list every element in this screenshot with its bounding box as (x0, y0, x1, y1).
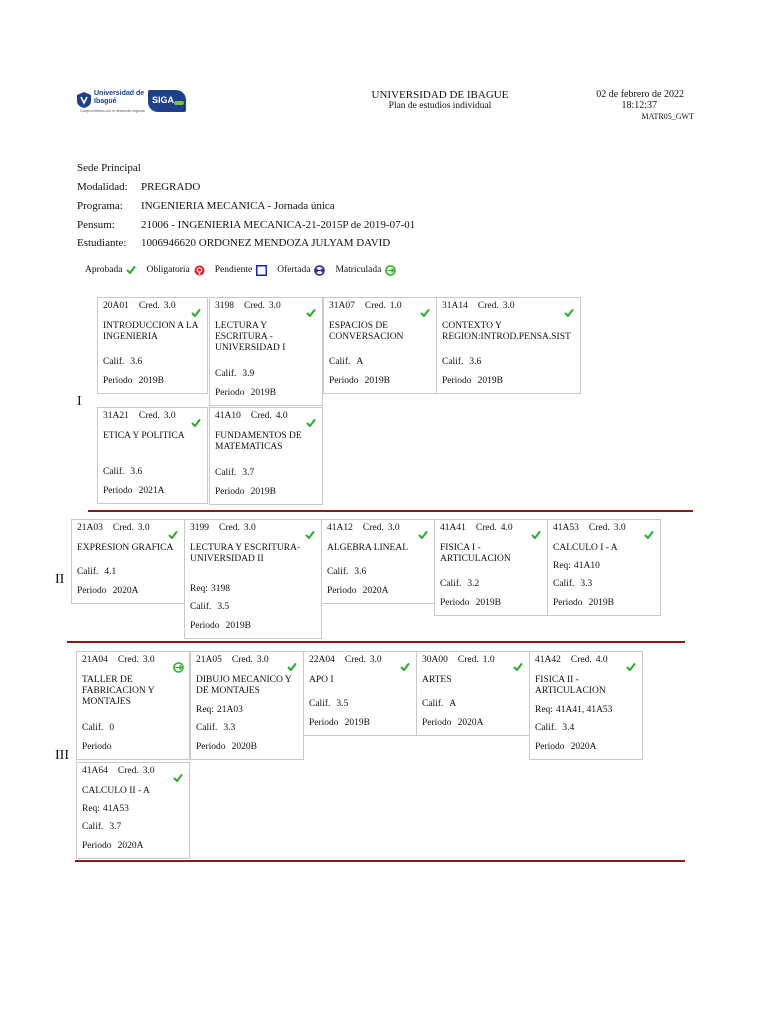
check-icon (513, 662, 523, 672)
course-credits: 3.0 (137, 523, 150, 533)
course-period-label: Periodo (422, 717, 452, 728)
course-period-label: Periodo (77, 585, 107, 596)
course-name: CONTEXTO Y REGION:INTROD.PENSA.SIST (442, 321, 571, 342)
course-grade-label: Calif. (535, 723, 557, 733)
check-icon (418, 530, 428, 540)
course-requirement-value: 41A10 (573, 560, 600, 571)
course-card (416, 651, 530, 736)
course-credits: 4.0 (595, 655, 608, 665)
course-header (103, 411, 176, 422)
course-requirement-value: 21A03 (216, 704, 243, 715)
course-card (434, 519, 548, 616)
course-requirement-label: Req: (196, 704, 214, 715)
course-credits: 1.0 (482, 655, 495, 665)
course-grade-label: Calif. (309, 699, 331, 709)
course-grade (215, 369, 254, 380)
siga-accent-icon (174, 101, 184, 105)
semester-label: III (55, 748, 69, 763)
course-card (323, 297, 437, 394)
course-grade (309, 699, 348, 710)
course-grade (327, 567, 366, 578)
course-name: CALCULO II - A (82, 786, 150, 796)
semester-label: II (55, 572, 65, 587)
square-outline-icon (256, 265, 277, 276)
course-credits: 4.0 (500, 523, 513, 533)
course-credits: 3.0 (163, 411, 176, 421)
course-period-label: Periodo (190, 620, 220, 631)
course-code: 31A21 (103, 411, 129, 421)
course-period (440, 598, 501, 609)
course-requirement-value: 3198 (210, 583, 230, 594)
course-period-value: 2019B (250, 387, 276, 398)
course-header (553, 523, 626, 534)
course-grade-label: Calif. (553, 579, 575, 589)
sede: Sede Principal (77, 162, 141, 174)
course-card (97, 407, 208, 504)
course-grade-label: Calif. (196, 723, 218, 733)
course-credits: 3.0 (613, 523, 626, 533)
course-header (329, 301, 402, 312)
course-name: FUNDAMENTOS DE MATEMATICAS (215, 431, 302, 452)
course-period-label: Periodo (442, 375, 472, 386)
course-period-value: 2020A (457, 717, 484, 728)
ofertada-icon (314, 265, 335, 276)
course-period-value: 2019B (344, 717, 370, 728)
course-header (215, 301, 281, 312)
course-period (82, 841, 143, 852)
course-requirement-label: Req: (553, 560, 571, 571)
info-row (77, 200, 335, 213)
course-period-value: 2019B (364, 375, 390, 386)
course-card (76, 762, 190, 859)
course-grade-value: 3.3 (223, 723, 236, 733)
course-period-value: 2019B (225, 620, 251, 631)
legend-label: Ofertada (277, 265, 311, 275)
course-header (422, 655, 495, 666)
course-period-value: 2019B (475, 597, 501, 608)
check-icon (531, 530, 541, 540)
legend-label: Matriculada (335, 265, 382, 275)
course-grade-value: 3.6 (469, 357, 482, 367)
course-code: 41A10 (215, 411, 241, 421)
course-grade-value: 0 (109, 723, 115, 733)
course-code: 21A05 (196, 655, 222, 665)
course-code: 21A03 (77, 523, 103, 533)
course-period (215, 487, 276, 498)
info-row (77, 237, 390, 250)
course-credits-label: Cred. (138, 301, 160, 311)
course-credits-label: Cred. (364, 301, 386, 311)
check-icon (191, 418, 201, 428)
course-header (535, 655, 608, 666)
course-period-value: 2020A (112, 585, 139, 596)
course-grade-label: Calif. (440, 579, 462, 589)
course-requirement (82, 804, 129, 815)
course-header (82, 766, 155, 777)
course-name: APO I (309, 675, 334, 685)
check-icon (126, 265, 146, 275)
course-code: 41A41 (440, 523, 466, 533)
course-code: 3198 (215, 301, 234, 311)
course-period-label: Periodo (440, 597, 470, 608)
course-requirement-value: 41A41, 41A53 (555, 704, 613, 715)
course-requirement-label: Req: (190, 583, 208, 594)
course-period-label: Periodo (103, 375, 133, 386)
course-period-value: 2020A (570, 741, 597, 752)
course-header (442, 301, 515, 312)
check-icon (306, 418, 316, 428)
info-value: 21006 - INGENIERIA MECANICA-21-2015P de 2019-07-01 (141, 219, 416, 231)
course-card (321, 519, 435, 604)
check-icon (306, 308, 316, 318)
course-credits: 3.0 (369, 655, 382, 665)
course-name: ALGEBRA LINEAL (327, 543, 409, 553)
course-period-label: Periodo (553, 597, 583, 608)
course-credits-label: Cred. (117, 766, 139, 776)
course-period-label: Periodo (309, 717, 339, 728)
course-code: 20A01 (103, 301, 129, 311)
course-header (103, 301, 176, 312)
course-name: FISICA I - ARTICULACION (440, 543, 511, 564)
course-period (309, 718, 370, 729)
course-grade-value: A (356, 357, 364, 367)
course-credits-label: Cred. (588, 523, 610, 533)
info-label: Modalidad: (77, 181, 128, 193)
info-value: INGENIERIA MECANICA - Jornada única (141, 200, 335, 212)
university-logo-tagline: Comprometidos con el desarrollo regional (80, 109, 145, 113)
course-card (209, 297, 323, 406)
course-credits: 3.0 (268, 301, 281, 311)
course-grade (82, 822, 121, 833)
course-credits-label: Cred. (477, 301, 499, 311)
course-code: 41A53 (553, 523, 579, 533)
course-credits: 3.0 (243, 523, 256, 533)
course-credits-label: Cred. (112, 523, 134, 533)
course-grade-value: 3.7 (242, 468, 255, 478)
course-credits-label: Cred. (457, 655, 479, 665)
course-credits: 4.0 (275, 411, 288, 421)
course-requirement (535, 705, 612, 716)
report-time: 18:12:37 (621, 100, 657, 111)
course-grade (535, 723, 574, 734)
course-credits-label: Cred. (362, 523, 384, 533)
matriculada-icon (385, 265, 406, 276)
course-name: CALCULO I - A (553, 543, 618, 553)
check-icon (168, 530, 178, 540)
course-period (82, 742, 118, 753)
course-period-value: 2021A (138, 485, 165, 496)
course-header (190, 523, 256, 534)
course-period-label: Periodo (329, 375, 359, 386)
course-requirement-label: Req: (82, 803, 100, 814)
course-card (71, 519, 185, 604)
course-grade-value: 3.6 (130, 357, 143, 367)
course-grade-value: 3.3 (580, 579, 593, 589)
course-name: ESPACIOS DE CONVERSACION (329, 321, 404, 342)
course-grade-value: 4.1 (104, 567, 117, 577)
course-grade-label: Calif. (215, 369, 237, 379)
course-credits: 3.0 (163, 301, 176, 311)
course-grade-value: 3.2 (467, 579, 480, 589)
course-credits: 3.0 (142, 655, 155, 665)
course-grade-label: Calif. (329, 357, 351, 367)
course-card (303, 651, 417, 736)
course-period-value: 2020B (231, 741, 257, 752)
check-icon (644, 530, 654, 540)
course-grade-value: 3.6 (130, 467, 143, 477)
course-header (82, 655, 155, 666)
info-label: Programa: (77, 200, 123, 212)
check-icon (626, 662, 636, 672)
course-card (436, 297, 581, 394)
course-grade (215, 468, 254, 479)
course-grade (103, 357, 142, 368)
course-period-value: 2019B (477, 375, 503, 386)
course-period-value: 2019B (138, 375, 164, 386)
course-code: 41A12 (327, 523, 353, 533)
course-name: ARTES (422, 675, 452, 685)
course-grade-label: Calif. (82, 723, 104, 733)
course-period (77, 586, 138, 597)
course-name: TALLER DE FABRICACION Y MONTAJES (82, 675, 155, 707)
course-code: 3199 (190, 523, 209, 533)
course-header (215, 411, 288, 422)
course-code: 21A04 (82, 655, 108, 665)
course-requirement (553, 561, 600, 572)
course-credits: 1.0 (389, 301, 402, 311)
course-card (184, 519, 322, 639)
course-period (553, 598, 614, 609)
course-header (309, 655, 382, 666)
course-period-label: Periodo (103, 485, 133, 496)
course-period-label: Periodo (215, 387, 245, 398)
course-card (529, 651, 643, 760)
course-credits: 3.0 (387, 523, 400, 533)
status-legend (85, 264, 406, 276)
course-grade-label: Calif. (422, 699, 444, 709)
course-header (196, 655, 269, 666)
course-period-label: Periodo (196, 741, 226, 752)
course-credits-label: Cred. (138, 411, 160, 421)
course-header (440, 523, 513, 534)
course-credits: 3.0 (502, 301, 515, 311)
obligatoria-icon (194, 265, 215, 276)
info-row (77, 219, 415, 232)
siga-logo (148, 90, 186, 112)
university-logo (76, 88, 188, 118)
course-requirement-label: Req: (535, 704, 553, 715)
course-card (547, 519, 661, 616)
course-header (327, 523, 400, 534)
course-code: 41A42 (535, 655, 561, 665)
course-period-value: 2019B (250, 486, 276, 497)
report-code: MATR05_GWT (641, 112, 694, 121)
course-requirement (196, 705, 243, 716)
course-grade-value: 3.5 (336, 699, 349, 709)
semester-label: I (77, 394, 82, 409)
check-icon (287, 662, 297, 672)
course-grade (77, 567, 116, 578)
course-grade (196, 723, 235, 734)
course-period-label: Periodo (535, 741, 565, 752)
check-icon (420, 308, 430, 318)
course-name: LECTURA Y ESCRITURA - UNIVERSIDAD I (215, 321, 286, 353)
course-credits-label: Cred. (231, 655, 253, 665)
course-grade (82, 723, 114, 734)
info-label: Pensum: (77, 219, 115, 231)
course-period-value: 2020A (117, 840, 144, 851)
course-name: LECTURA Y ESCRITURA-UNIVERSIDAD II (190, 543, 301, 564)
semester-divider (75, 860, 685, 862)
course-period (442, 376, 503, 387)
course-grade (442, 357, 481, 368)
legend-label: Obligatoria (146, 265, 190, 275)
course-name: EXPRESION GRAFICA (77, 543, 174, 553)
university-logo-text: Universidad de Ibagué (94, 90, 145, 105)
report-subtitle: Plan de estudios individual (388, 101, 492, 111)
info-label: Estudiante: (77, 237, 127, 249)
check-icon (564, 308, 574, 318)
course-requirement-value: 41A53 (102, 803, 129, 814)
course-credits-label: Cred. (244, 301, 265, 311)
course-requirement (190, 584, 230, 595)
course-period (215, 388, 276, 399)
course-grade-label: Calif. (215, 468, 237, 478)
check-icon (191, 308, 201, 318)
info-value: 1006946620 ORDONEZ MENDOZA JULYAM DAVID (141, 237, 391, 249)
course-period (196, 742, 257, 753)
course-name: INTRODUCCION A LA INGENIERIA (103, 321, 199, 342)
course-code: 22A04 (309, 655, 335, 665)
course-period-label: Periodo (327, 585, 357, 596)
course-period (422, 718, 483, 729)
course-code: 31A07 (329, 301, 355, 311)
course-period-label: Periodo (82, 840, 112, 851)
course-grade (190, 602, 229, 613)
course-period-label: Periodo (82, 741, 112, 752)
course-period-value: 2020A (362, 585, 389, 596)
course-card (209, 407, 323, 505)
info-row (77, 181, 200, 194)
course-grade (422, 699, 456, 710)
course-grade-label: Calif. (103, 357, 125, 367)
course-credits: 3.0 (256, 655, 269, 665)
course-credits-label: Cred. (570, 655, 592, 665)
course-header (77, 523, 150, 534)
course-grade-value: 3.9 (242, 369, 255, 379)
course-grade-label: Calif. (82, 822, 104, 832)
course-grade-label: Calif. (77, 567, 99, 577)
course-grade (103, 467, 142, 478)
course-credits-label: Cred. (344, 655, 366, 665)
course-code: 30A00 (422, 655, 448, 665)
course-grade-value: A (449, 699, 457, 709)
matriculada-icon (173, 662, 183, 672)
course-credits-label: Cred. (219, 523, 240, 533)
course-grade (553, 579, 592, 590)
semester-divider (88, 510, 693, 512)
course-grade-value: 3.7 (109, 822, 122, 832)
course-period (190, 621, 251, 632)
course-credits-label: Cred. (475, 523, 497, 533)
course-period (327, 586, 388, 597)
course-period-label: Periodo (215, 486, 245, 497)
course-card (76, 651, 190, 760)
course-period (329, 376, 390, 387)
semester-divider (67, 641, 685, 643)
check-icon (305, 530, 315, 540)
check-icon (173, 773, 183, 783)
course-credits-label: Cred. (117, 655, 139, 665)
course-period (103, 376, 164, 387)
course-grade-label: Calif. (103, 467, 125, 477)
check-icon (400, 662, 410, 672)
course-credits-label: Cred. (250, 411, 272, 421)
course-period-value: 2019B (588, 597, 614, 608)
course-grade (329, 357, 363, 368)
info-value: PREGRADO (141, 181, 201, 193)
course-grade (440, 579, 479, 590)
course-card (190, 651, 304, 760)
course-grade-label: Calif. (190, 602, 212, 612)
course-grade-label: Calif. (327, 567, 349, 577)
course-grade-value: 3.6 (354, 567, 367, 577)
course-period (535, 742, 596, 753)
course-name: ETICA Y POLITICA (103, 431, 185, 441)
report-date: 02 de febrero de 2022 (596, 89, 684, 100)
university-name: UNIVERSIDAD DE IBAGUE (371, 89, 509, 101)
course-code: 41A64 (82, 766, 108, 776)
course-grade-value: 3.5 (217, 602, 230, 612)
legend-label: Aprobada (85, 265, 123, 275)
siga-logo-text: SIGA (152, 95, 175, 105)
course-period (103, 486, 164, 497)
legend-label: Pendiente (214, 265, 253, 275)
course-code: 31A14 (442, 301, 468, 311)
course-card (97, 297, 208, 394)
university-shield-icon (76, 91, 92, 109)
course-name: FISICA II - ARTICULACION (535, 675, 606, 696)
course-name: DIBUJO MECANICO Y DE MONTAJES (196, 675, 292, 696)
course-grade-value: 3.4 (562, 723, 575, 733)
course-credits: 3.0 (142, 766, 155, 776)
course-grade-label: Calif. (442, 357, 464, 367)
